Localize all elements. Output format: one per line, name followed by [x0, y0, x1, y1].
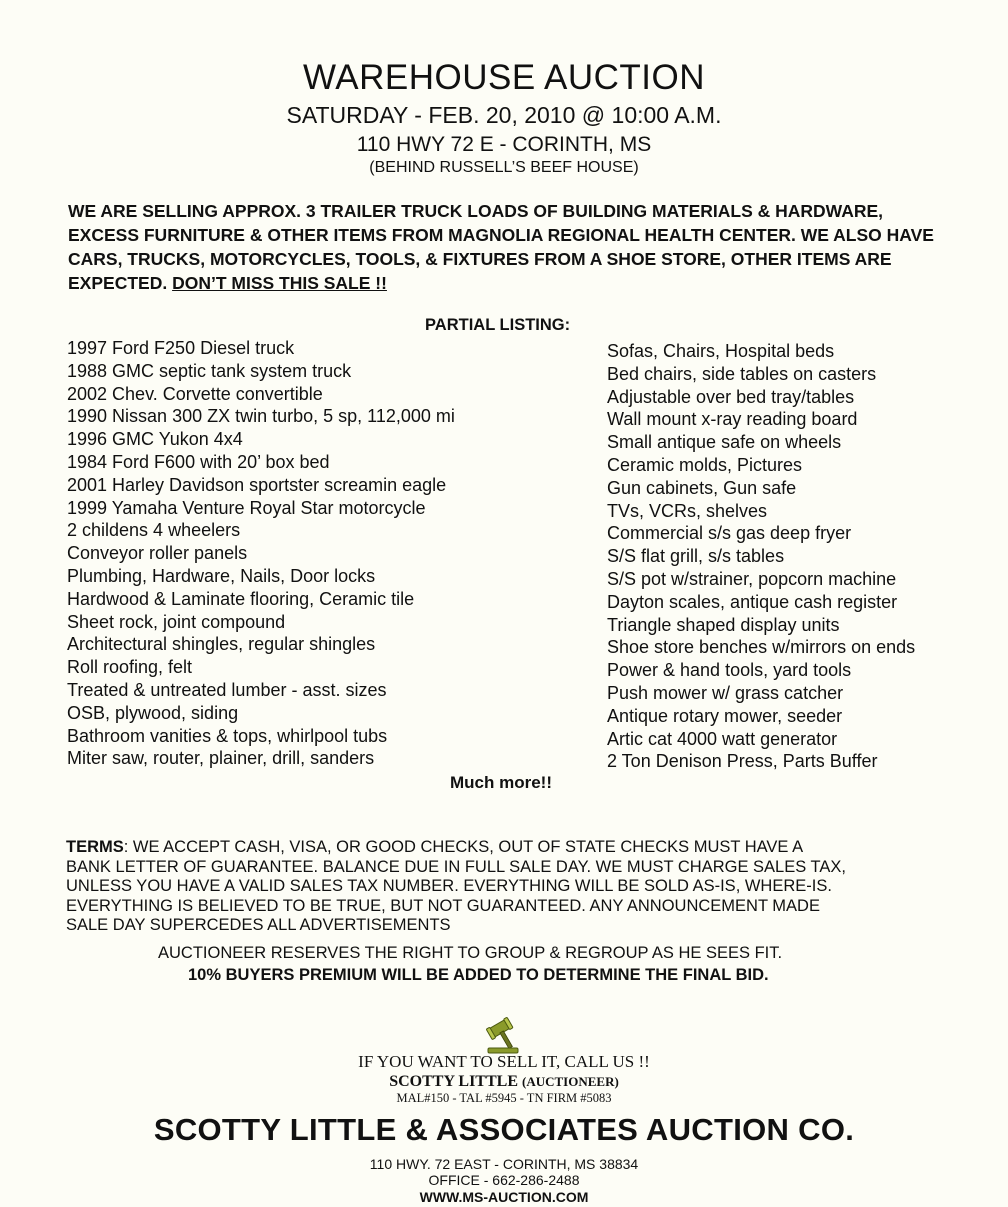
listing-item: Roll roofing, felt [67, 657, 193, 678]
listing-item: Commercial s/s gas deep fryer [607, 523, 852, 544]
terms-premium: 10% BUYERS PREMIUM WILL BE ADDED TO DETERMINE THE FINAL BID. [188, 966, 769, 984]
listing-item: Treated & untreated lumber - asst. sizes [67, 679, 387, 700]
listing-item: 1984 Ford F600 with 20’ box bed [67, 451, 330, 472]
auctioneer-role: (AUCTIONEER) [522, 1074, 619, 1089]
listing-item: Shoe store benches w/mirrors on ends [607, 637, 916, 658]
terms-paragraph [66, 838, 966, 936]
listing-item: Dayton scales, antique cash register [607, 591, 898, 612]
listing-item: Adjustable over bed tray/tables [607, 386, 855, 407]
listing-item: Miter saw, router, plainer, drill, sanders [67, 748, 375, 769]
listing-item: Wall mount x-ray reading board [607, 409, 858, 430]
much-more-note: Much more!! [450, 773, 552, 792]
terms-line-text: BANK LETTER OF GUARANTEE. BALANCE DUE IN FULL SALE DAY. WE MUST CHARGE SALES TAX, [66, 857, 846, 876]
listing-item: 2 childens 4 wheelers [67, 520, 241, 541]
listing-item: Bed chairs, side tables on casters [607, 363, 877, 384]
listing-item: Artic cat 4000 watt generator [607, 728, 838, 749]
listing-item: 1999 Yamaha Venture Royal Star motorcycle [67, 497, 426, 518]
listing-item: Ceramic molds, Pictures [607, 454, 803, 475]
listing-item: Power & hand tools, yard tools [607, 660, 852, 681]
gavel-icon [480, 1014, 528, 1054]
page-title: WAREHOUSE AUCTION [303, 58, 705, 97]
listing-item: Small antique safe on wheels [607, 432, 842, 453]
listing-item: 1988 GMC septic tank system truck [67, 360, 352, 381]
auctioneer-name-text: SCOTTY LITTLE [389, 1073, 518, 1090]
listing-left-column [67, 337, 567, 770]
terms-line [66, 838, 966, 858]
company-name: SCOTTY LITTLE & ASSOCIATES AUCTION CO. [153, 1112, 855, 1147]
listing-item: Antique rotary mower, seeder [607, 705, 843, 726]
terms-line-text: WE ACCEPT CASH, VISA, OR GOOD CHECKS, OUT OF STATE CHECKS MUST HAVE A [132, 838, 804, 856]
listing-item: 1990 Nissan 300 ZX twin turbo, 5 sp, 112,000 mi [67, 406, 455, 427]
intro-emphasis: DON’T MISS THIS SALE !! [172, 273, 387, 293]
terms-label: TERMS [66, 838, 124, 856]
listing-item: 1997 Ford F250 Diesel truck [67, 338, 295, 358]
listing-item: Sofas, Chairs, Hospital beds [607, 341, 835, 361]
sell-call-us: IF YOU WANT TO SELL IT, CALL US !! [358, 1052, 650, 1071]
partial-listing-heading: PARTIAL LISTING: [425, 316, 571, 334]
terms-reserves: AUCTIONEER RESERVES THE RIGHT TO GROUP & REGROUP AS HE SEES FIT. [158, 944, 783, 962]
listing-right-column [607, 340, 1002, 773]
terms-line-text: EVERYTHING IS BELIEVED TO BE TRUE, BUT NOT GUARANTEED. ANY ANNOUNCEMENT MADE [66, 896, 820, 915]
intro-text: WE ARE SELLING APPROX. 3 TRAILER TRUCK LOADS OF BUILDING MATERIALS & HARDWARE, EXCESS FURNITURE & OTHER ITEMS FROM MAGNOLIA REGIONAL HEALTH CENTER. WE ALSO HAVE CARS, TRUCKS, MOTORCYCLES, TOOLS, & FIXTURES FROM A SHOE STORE, OTHER ITEMS ARE EXPECTED. [68, 201, 934, 293]
listing-item: Conveyor roller panels [67, 543, 248, 564]
terms-line-text: UNLESS YOU HAVE A VALID SALES TAX NUMBER. EVERYTHING WILL BE SOLD AS-IS, WHERE-IS. [66, 877, 832, 895]
terms-line-text: SALE DAY SUPERCEDES ALL ADVERTISEMENTS [66, 916, 451, 934]
terms-line [66, 858, 966, 878]
listing-item: 2002 Chev. Corvette convertible [67, 383, 323, 404]
listing-item: Architectural shingles, regular shingles [67, 634, 376, 655]
listing-item: Plumbing, Hardware, Nails, Door locks [67, 565, 376, 586]
listing-item: Sheet rock, joint compound [67, 611, 286, 632]
listing-item: Bathroom vanities & tops, whirlpool tubs [67, 725, 388, 746]
auction-address: 110 HWY 72 E - CORINTH, MS [356, 133, 652, 156]
auctioneer-name [0, 1073, 1008, 1091]
listing-item: Gun cabinets, Gun safe [607, 477, 797, 498]
terms-line [66, 916, 966, 936]
terms-line [66, 877, 966, 897]
company-address: 110 HWY. 72 EAST - CORINTH, MS 38834 [369, 1156, 639, 1172]
listing-item: 2 Ton Denison Press, Parts Buffer [607, 751, 878, 772]
listing-item: S/S pot w/strainer, popcorn machine [607, 568, 897, 589]
company-phone: OFFICE - 662-286-2488 [428, 1172, 580, 1188]
location-note: (BEHIND RUSSELL’S BEEF HOUSE) [369, 159, 639, 176]
listing-item: 1996 GMC Yukon 4x4 [67, 429, 243, 450]
license-numbers: MAL#150 - TAL #5945 - TN FIRM #5083 [396, 1091, 612, 1105]
listing-item: Triangle shaped display units [607, 614, 840, 635]
auction-date: SATURDAY - FEB. 20, 2010 @ 10:00 A.M. [286, 102, 722, 128]
listing-item: 2001 Harley Davidson sportster screamin eagle [67, 474, 447, 495]
intro-paragraph [68, 199, 948, 295]
listing-item: Push mower w/ grass catcher [607, 682, 844, 703]
listing-item: OSB, plywood, siding [67, 702, 239, 723]
terms-label-colon: : [123, 838, 133, 856]
terms-line [66, 897, 966, 917]
company-website: WWW.MS-AUCTION.COM [419, 1189, 589, 1205]
listing-item: Hardwood & Laminate flooring, Ceramic tile [67, 588, 415, 609]
listing-item: S/S flat grill, s/s tables [607, 546, 785, 567]
listing-item: TVs, VCRs, shelves [607, 500, 768, 521]
